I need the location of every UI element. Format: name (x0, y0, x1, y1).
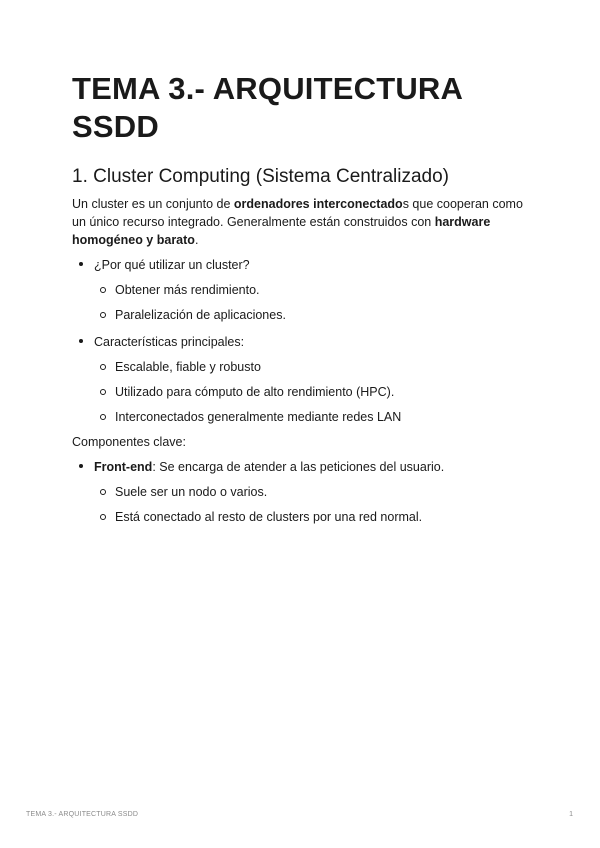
intro-text-2: s que cooperan como un único recurso integrado. Generalmente están construidos con (72, 197, 523, 229)
sub-list-item: Está conectado al resto de clusters por una red normal. (94, 508, 532, 526)
intro-bold-2: hardware homogéneo y barato (72, 215, 491, 247)
intro-bold-1: ordenadores interconectado (233, 197, 403, 211)
sub-list-item: Obtener más rendimiento. (94, 281, 532, 299)
document-title: TEMA 3.- ARQUITECTURA SSDD (72, 71, 462, 144)
list-item-label: Características principales: (94, 335, 245, 349)
section-heading: 1. Cluster Computing (Sistema Centralizado) (72, 166, 449, 187)
document-page (72, 70, 532, 526)
intro-paragraph (72, 195, 532, 249)
sub-list-item: Interconectados generalmente mediante redes LAN (94, 408, 532, 426)
sub-list-item: Suele ser un nodo o varios. (94, 483, 532, 501)
footer-title: TEMA 3.- ARQUITECTURA SSDD (26, 811, 139, 818)
sub-list (94, 483, 532, 526)
intro-text-1: Un cluster es un conjunto de (72, 197, 234, 211)
list-item-label (94, 457, 532, 476)
sub-list-item: Paralelización de aplicaciones. (94, 306, 532, 324)
components-label: Componentes clave: (72, 435, 186, 449)
list-item-why-cluster (72, 255, 532, 324)
page-number: 1 (569, 811, 573, 818)
cluster-list (72, 255, 532, 426)
list-item-features (72, 332, 532, 426)
sub-list (94, 281, 532, 324)
list-item-label: ¿Por qué utilizar un cluster? (94, 258, 250, 272)
sub-list (94, 358, 532, 426)
intro-text-3: . (194, 233, 199, 247)
sub-list-item: Utilizado para cómputo de alto rendimiento (HPC). (94, 383, 532, 401)
front-end-bold: Front-end (94, 460, 153, 474)
front-end-text: : Se encarga de atender a las peticiones del usuario. (152, 460, 445, 474)
components-list (72, 457, 532, 526)
list-item-front-end (72, 457, 532, 526)
sub-list-item: Escalable, fiable y robusto (94, 358, 532, 376)
